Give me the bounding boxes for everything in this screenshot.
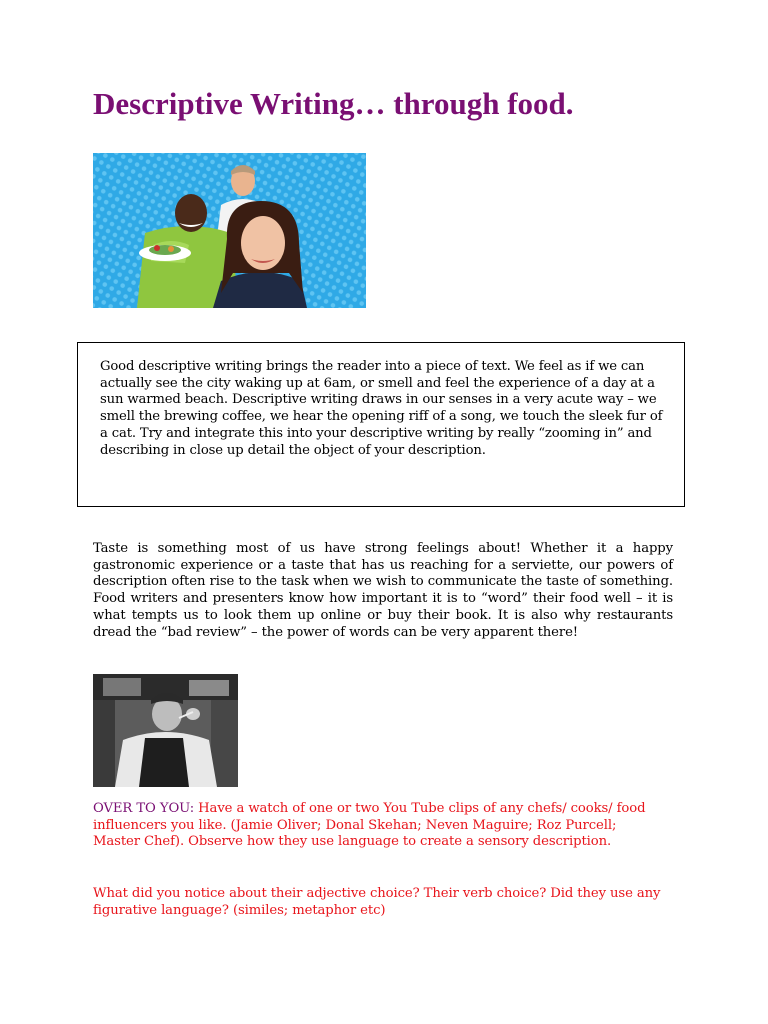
chef-tasting-photo [93, 674, 238, 787]
reflection-question: What did you notice about their adjective choice? Their verb choice? Did they use any figurative language? (similes; metaphor etc) [93, 886, 661, 918]
intro-text-box [77, 342, 685, 507]
taste-paragraph: Taste is something most of us have strong feelings about! Whether it a happy gastronomic experience or a taste that has us reaching for a serviette, our powers of description often rise to the task when we wish to communicate the taste of something. Food writers and presenters know how important it is to “word” their food well – it is what tempts us to look them up online or buy their book. It is also why restaurants dread the “bad review” – the power of words can be very apparent there! [93, 541, 673, 640]
celebrity-chefs-photo [93, 153, 366, 308]
over-to-you-instruction [93, 801, 663, 851]
over-to-you-lead: OVER TO YOU: [93, 801, 195, 816]
page-title: Descriptive Writing… through food. [93, 86, 574, 121]
intro-paragraph: Good descriptive writing brings the reader into a piece of text. We feel as if we can actually see the city waking up at 6am, or smell and feel the experience of a day at a sun warmed beach. Descriptive writing draws in our senses in a very acute way – we smell the brewing coffee, we hear the opening riff of a song, we touch the sleek fur of a cat. Try and integrate this into your descriptive writing by really “zooming in” and describing in close up detail the object of your description. [100, 359, 663, 458]
over-to-you-text: Have a watch of one or two You Tube clips of any chefs/ cooks/ food influencers you like. (Jamie Oliver; Donal Skehan; Neven Maguire; Roz Purcell; Master Chef). Observe how they use language to create a sensory description. [93, 801, 646, 850]
